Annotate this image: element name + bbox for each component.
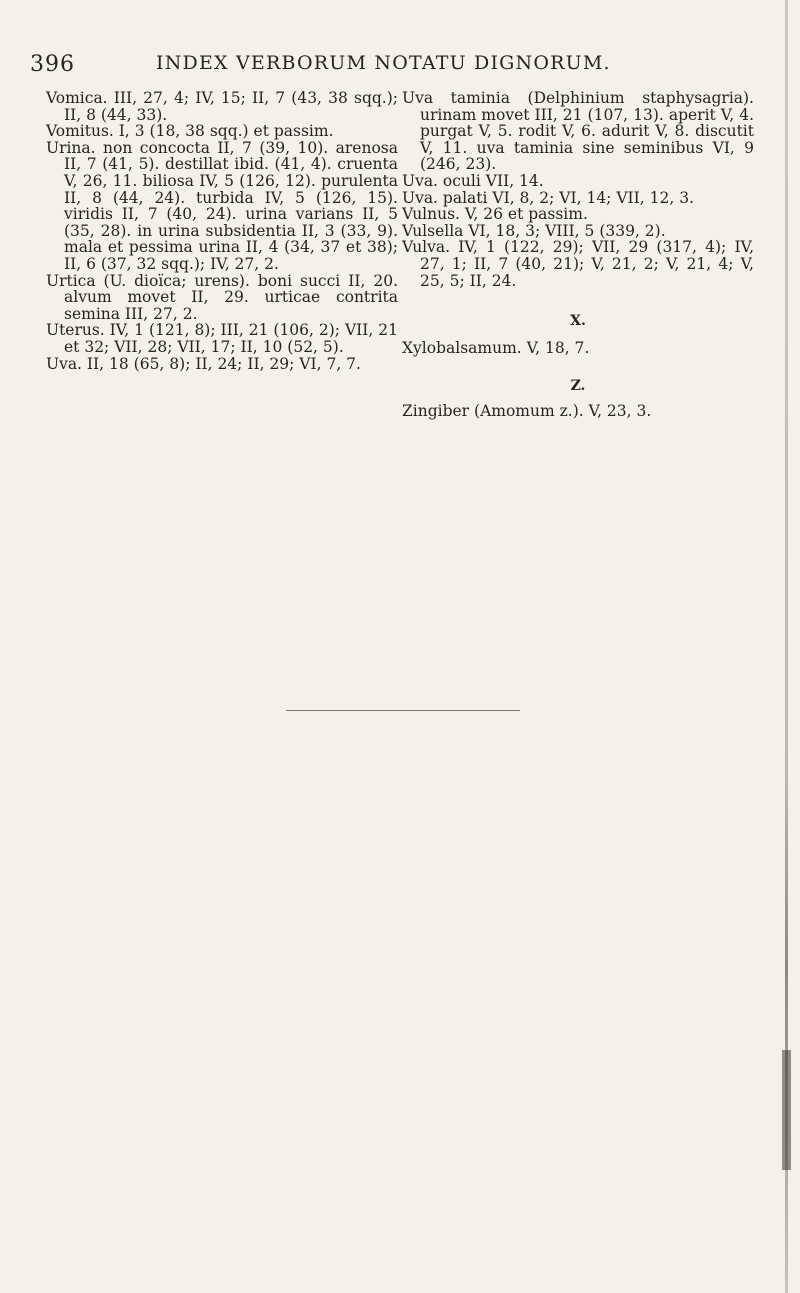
right-column	[402, 90, 754, 420]
index-entry: Xylobalsamum. V, 18, 7.	[402, 338, 590, 357]
index-entry: Uva. oculi VII, 14.	[402, 171, 544, 190]
index-entry: Urtica (U. dioïca; urens). boni succi II, 20. alvum movet II, 29. urticae contrita semina III, 27, 2.	[46, 271, 398, 323]
index-entry: Urina. non concocta II, 7 (39, 10). arenosa II, 7 (41, 5). destillat ibid. (41, 4). cruenta V, 26, 11. biliosa IV, 5 (126, 12). purulenta II, 8 (44, 24). turbida IV, 5 (126, 15). viridis II, 7 (40, 24). urina varians II, 5 (35, 28). in urina subsidentia II, 3 (33, 9). mala et pessima urina II, 4 (34, 37 et 38); II, 6 (37, 32 sqq.); IV, 27, 2.	[46, 138, 398, 273]
page-number: 396	[30, 52, 75, 77]
page-header	[30, 52, 770, 84]
index-entry: Vulnus. V, 26 et passim.	[402, 205, 588, 224]
index-entry: Vulsella VI, 18, 3; VIII, 5 (339, 2).	[402, 221, 666, 240]
left-column	[46, 90, 398, 372]
index-entry: Uva. II, 18 (65, 8); II, 24; II, 29; VI, 7, 7.	[46, 354, 361, 373]
running-head: INDEX VERBORUM NOTATU DIGNORUM.	[156, 52, 611, 74]
section-letter-z: Z.	[570, 378, 586, 395]
index-entry: Uva taminia (Delphinium staphysagria). urinam movet III, 21 (107, 13). aperit V, 4. purgat V, 5. rodit V, 6. adurit V, 8. discutit V, 11. uva taminia sine seminibus VI, 9 (246, 23).	[402, 89, 754, 174]
index-entry: Vulva. IV, 1 (122, 29); VII, 29 (317, 4); IV, 27, 1; II, 7 (40, 21); V, 21, 2; V, 21, 4; V, 25, 5; II, 24.	[402, 238, 754, 290]
index-entry: Uterus. IV, 1 (121, 8); III, 21 (106, 2); VII, 21 et 32; VII, 28; VII, 17; II, 10 (52, 5).	[46, 321, 398, 356]
index-entry: Uva. palati VI, 8, 2; VI, 14; VII, 12, 3.	[402, 188, 694, 207]
section-letter-x: X.	[570, 313, 586, 330]
index-entry: Vomitus. I, 3 (18, 38 sqq.) et passim.	[46, 122, 334, 141]
index-entry: Vomica. III, 27, 4; IV, 15; II, 7 (43, 38 sqq.); II, 8 (44, 33).	[46, 89, 398, 124]
end-rule	[286, 710, 520, 711]
index-entry: Zingiber (Amomum z.). V, 23, 3.	[402, 401, 652, 420]
page-edge-shadow	[782, 1050, 791, 1170]
